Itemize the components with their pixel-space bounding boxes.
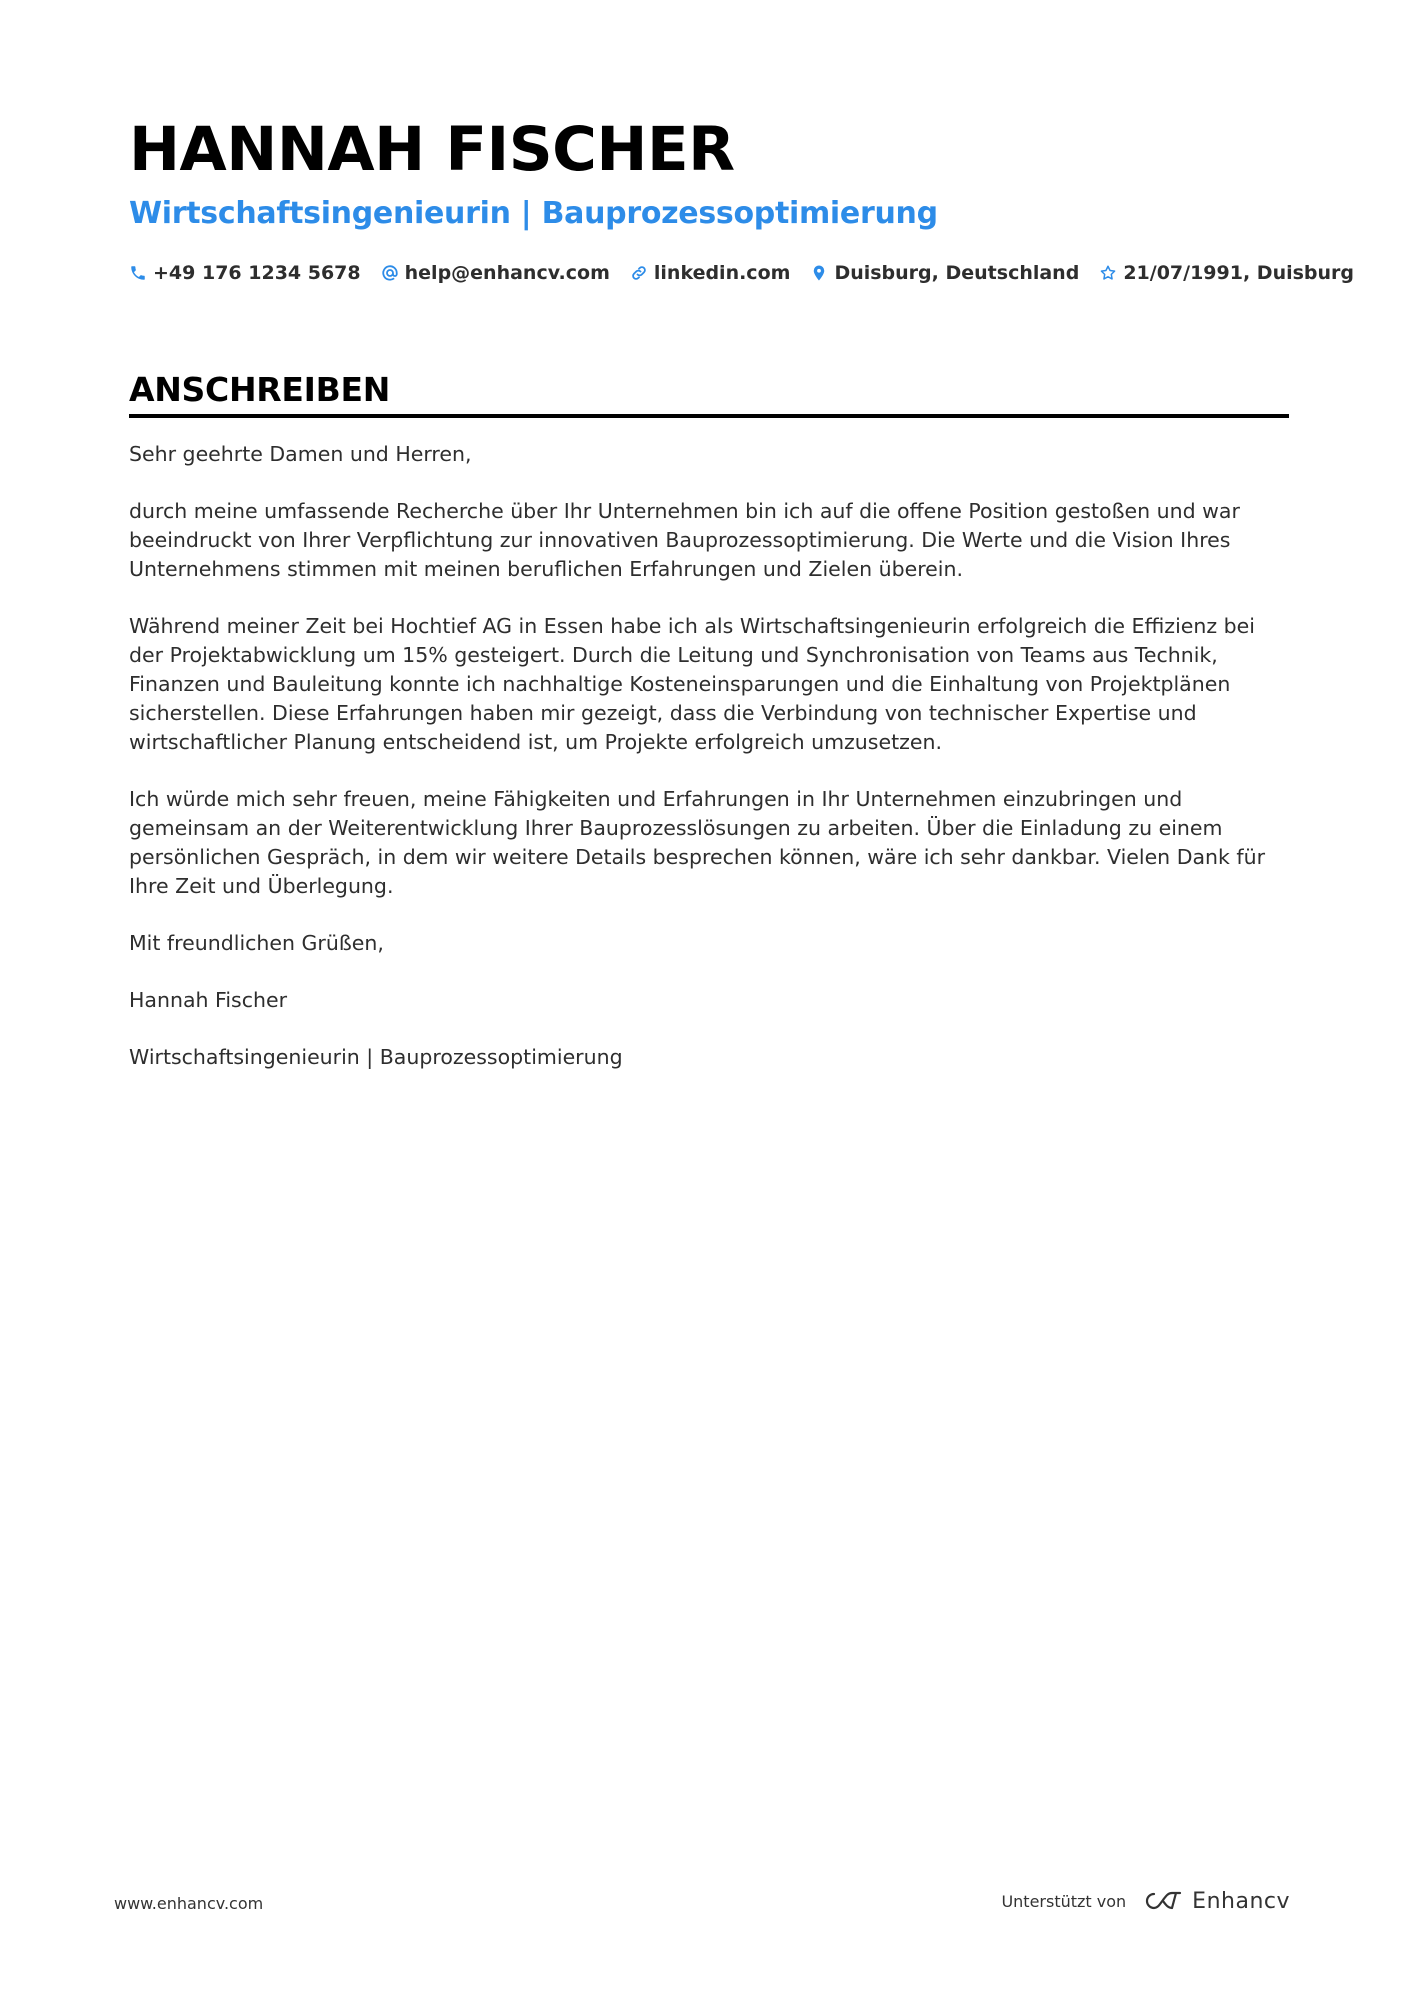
footer-branding [1001,1888,1290,1914]
letter-body [129,440,1289,1072]
contact-linkedin-text: linkedin.com [653,262,791,284]
brand-name: Enhancv [1192,1888,1290,1914]
applicant-headline: Wirtschaftsingenieurin | Bauprozessoptimierung [129,196,938,231]
letter-paragraph-1: durch meine umfassende Recherche über Ihr Unternehmen bin ich auf die offene Position gestoßen und war beeindruckt von Ihrer Verpflichtung zur innovativen Bauprozessoptimierung. Die Werte und die Vision Ihres Unternehmens stimmen mit meinen beruflichen Erfahrungen und Zielen überein. [129,499,1240,581]
closing: Mit freundlichen Grüßen, [129,931,384,955]
contact-birth-text: 21/07/1991, Duisburg [1123,262,1355,284]
contact-location-text: Duisburg, Deutschland [834,262,1080,284]
contact-birth [1099,262,1354,284]
link-icon [630,264,648,282]
contact-email-text: help@enhancv.com [404,262,610,284]
star-icon [1099,264,1117,282]
contact-linkedin[interactable] [630,262,791,284]
letter-paragraph-3: Ich würde mich sehr freuen, meine Fähigkeiten und Erfahrungen in Ihr Unternehmen einzubringen und gemeinsam an der Weiterentwicklung Ihrer Bauprozesslösungen zu arbeiten. Über die Einladung zu einem persönlichen Gespräch, in dem wir weitere Details besprechen können, wäre ich sehr dankbar. Vielen Dank für Ihre Zeit und Überlegung. [129,787,1266,898]
letter-paragraph-2: Während meiner Zeit bei Hochtief AG in Essen habe ich als Wirtschaftsingenieurin erfolgreich die Effizienz bei der Projektabwicklung um 15% gesteigert. Durch die Leitung und Synchronisation von Teams aus Technik, Finanzen und Bauleitung konnte ich nachhaltige Kosteneinsparungen und die Einhaltung von Projektplänen sicherstellen. Diese Erfahrungen haben mir gezeigt, dass die Verbindung von technischer Expertise und wirtschaftlicher Planung entscheidend ist, um Projekte erfolgreich umzusetzen. [129,614,1255,754]
letter-content [129,108,1355,1100]
powered-by-text: Unterstützt von [1001,1891,1127,1911]
at-icon [381,264,399,282]
applicant-name: HANNAH FISCHER [129,114,735,185]
contact-location [810,262,1079,284]
signature-name: Hannah Fischer [129,988,288,1012]
signature-title: Wirtschaftsingenieurin | Bauprozessoptimierung [129,1045,623,1069]
section-title: ANSCHREIBEN [129,370,391,409]
contact-email[interactable] [381,262,610,284]
phone-icon [129,264,147,282]
location-pin-icon [810,264,828,282]
contact-phone-text: +49 176 1234 5678 [153,262,361,284]
salutation: Sehr geehrte Damen und Herren, [129,442,472,466]
contact-phone[interactable] [129,262,361,284]
footer-website[interactable]: www.enhancv.com [114,1894,264,1913]
section-divider [129,414,1289,418]
contact-bar [129,258,1355,288]
enhancv-logo-icon [1138,1888,1184,1914]
